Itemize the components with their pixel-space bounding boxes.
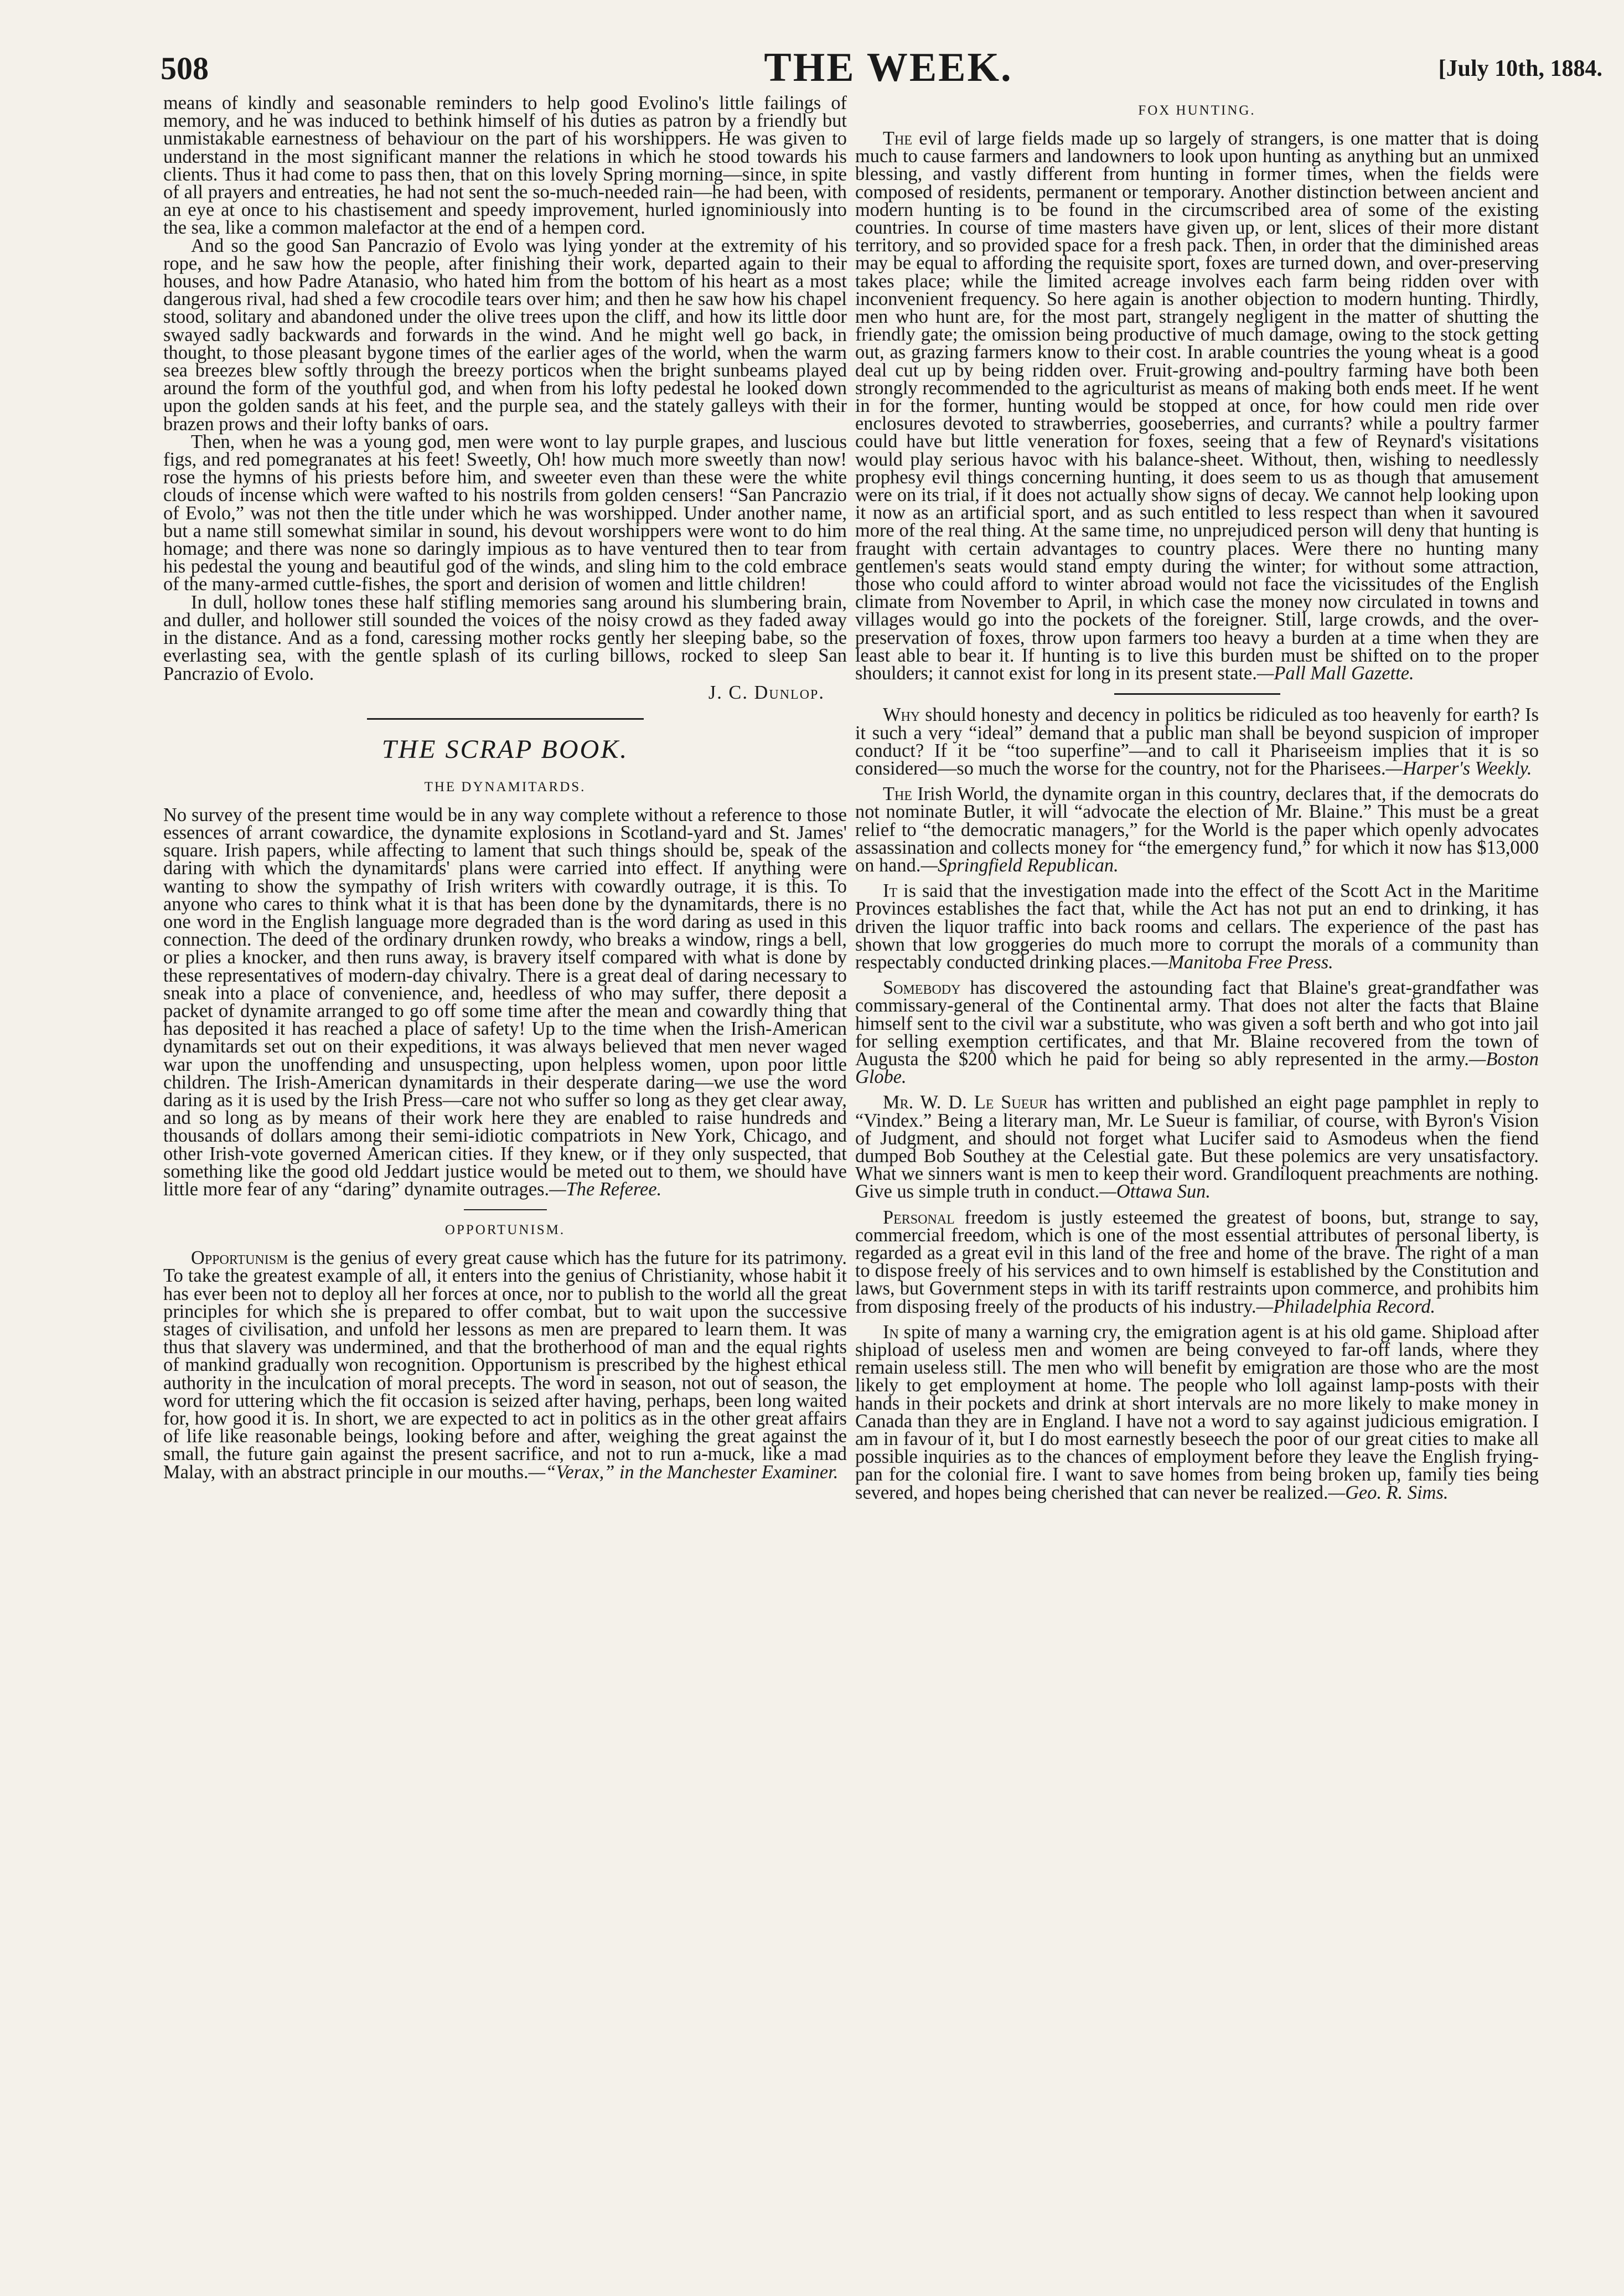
story-paragraph: And so the good San Pancrazio of Evolo was lying yonder at the extremity of his rope, and he saw how the people, after finishing their work, departed again to their houses, and how Padre Atanasio, who hated him from the bottom of his heart as a most dangerous rival, had shed a few crocodile tears over him; and then he saw how his chapel stood, solitary and abandoned under the olive trees upon the cliff, and how its little door swayed sadly backwards and forwards in the wind. And he might well go back, in thought, to those pleasant bygone times of the earlier ages of the world, when the warm sea breezes blew softly through the breezy porticos when the bright sunbeams played around the form of the youthful god, and when from his lofty pedestal he looked down upon the golden sands at his feet, and the purple sea, and the stately galleys with their brazen prows and their lofty banks of oars.	[163, 235, 847, 435]
item-body: should honesty and decency in politics be ridiculed as too heavenly for earth? Is it such a very “ideal” demand that a public man shall be beyond suspicion of improper conduct? If it be “too superfine”—and to call it Phariseeism implies that it is so considered—so much the worse for the country, not for the Pharisees.	[855, 704, 1539, 779]
issue-date: [July 10th, 1884.	[1438, 56, 1602, 81]
scrap-item	[855, 882, 1539, 971]
item-body: is said that the investigation made into the effect of the Scott Act in the Maritime Provinces establishes the fact that, while the Act has not put an end to drinking, it has driven the liquor traffic into back rooms and cellars. The experience of the past has shown that low groggeries do much more to corrupt the morals of a community than respectably conducted drinking places.	[855, 880, 1539, 973]
story-paragraph: In dull, hollow tones these half stifling memories sang around his slumbering brain, and duller, and hollower still sounded the voices of the noisy crowd as they faded away in the distance. And as a fond, caressing mother rocks gently her sleeping babe, so the everlasting sea, with the gentle splash of its curling billows, rocked to sleep San Pancrazio of Evolo.	[163, 591, 847, 684]
article-source: —“Verax,” in the Manchester Examiner.	[528, 1461, 839, 1483]
scrap-book-title: THE SCRAP BOOK.	[381, 734, 629, 764]
page-number: 508	[161, 50, 209, 86]
article-source: —Pall Mall Gazette.	[1256, 663, 1414, 684]
item-body: has discovered the astounding fact that Blaine's great-grandfather was commissary-general of the Continental army. That does not alter the facts that Blaine himself sent to the civil war a substitute, who was given a soft berth and who got into jail for selling exemption certificates, and that Mr. Blaine recovered from the town of Augusta the $200 which he paid for being so ably represented in the army.	[855, 977, 1539, 1070]
item-lead: Somebody	[883, 977, 961, 999]
item-lead: Personal	[883, 1206, 955, 1228]
item-lead: The	[883, 783, 912, 805]
item-body: spite of many a warning cry, the emigration agent is at his old game. Shipload after shipload of useless men and women are being conveyed to far-off lands, where they remain useless still. The men who will benefit by emigration are those who are the most likely to get employment at home. The people who loll against lamp-posts with their hands in their pockets and drink at short intervals are no more likely to make money in Canada than they are in England. I have not a word to say against judicious emigration. I am in favour of it, but I do most earnestly beseech the poor of our great cities to make all possible inquiries as to the chances of employment before they leave the English frying-pan for the colonial fire. I want to save homes from being broken up, family ties being severed, and hopes being cherished that can never be realized.	[855, 1321, 1539, 1503]
scrap-item	[855, 706, 1539, 777]
page-header	[161, 39, 1616, 94]
article-lead: The	[883, 128, 912, 149]
item-lead: It	[883, 880, 898, 902]
item-divider	[464, 1209, 547, 1210]
item-source: —Manitoba Free Press.	[1151, 951, 1333, 973]
item-body: freedom is justly esteemed the greatest of boons, but, strange to say, commercial freedom, which is one of the most essential attributes of personal liberty, is regarded as a great evil in this land of the free and home of the brave. The right of a man to dispose freely of his services and to own himself is established by the Constitution and laws, but Government steps in with its tariff restraints upon commerce, and prohibits him from disposing freely of the products of his industry.	[855, 1206, 1539, 1317]
article-source: —The Referee.	[549, 1178, 662, 1200]
dynamitards-heading: THE DYNAMITARDS.	[424, 779, 586, 794]
scrap-item	[855, 1323, 1539, 1502]
item-body: has written and published an eight page pamphlet in reply to “Vindex.” Being a literary man, Mr. Le Sueur is familiar, of course, with Byron's Vision of Judgment, and should not forget what Lucifer said to Asmodeus when the fiend dumped Bob Southey at the Celestial gate. But these polemics are very unsatisfactory. What we sinners want is men to keep their word. Grandiloquent preachments are nothing. Give us simple truth in conduct.	[855, 1092, 1539, 1203]
story-signature: J. C. Dunlop.	[708, 682, 825, 703]
dynamitards-article	[163, 806, 847, 1198]
left-column	[163, 94, 847, 1481]
section-divider	[367, 718, 644, 720]
right-column	[855, 94, 1539, 1509]
article-lead: Opportunism	[191, 1247, 288, 1269]
fox-hunting-heading: FOX HUNTING.	[1138, 103, 1256, 118]
fox-hunting-article	[855, 130, 1539, 682]
scrap-item	[855, 1206, 1539, 1317]
item-source: —Geo. R. Sims.	[1328, 1482, 1449, 1503]
article-body: No survey of the present time would be in any way complete without a reference to those essences of arrant cowardice, the dynamite explosions in Scotland-yard and St. James' square. Irish papers, while affecting to lament that such things should be, speak of the daring with which the dynamitards' plans were carried into effect. If anything were wanting to show the sympathy of Irish writers with cowardly outrage, it is this. To anyone who cares to think what it is that has been done by the dynamitards, there is no one word in the English language more degraded than is the word daring as used in this connection. The deed of the ordinary drunken rowdy, who breaks a window, rings a bell, or plies a knocker, and then runs away, is bravery itself compared with what is done by these representatives of modern-day chivalry. There is a great deal of daring necessary to sneak into a place of convenience, and, heedless of who may suffer, there deposit a packet of dynamite arranged to go off some time after the mean and cowardly thing that has deposited it has reached a place of safety! Up to the time when the Irish-American dynamitards set out on their expeditions, it was always believed that men never waged war upon the unoffending and unsuspecting, upon helpless women, upon poor little children. The Irish-American dynamitards in their desperate daring—we use the word daring as it is used by the Irish Press—care not who suffer so long as they get clear away, and so long as by means of their work here they are enabled to raise hundreds and thousands of dollars among their semi-idiotic compatriots in New York, Chicago, and other Irish-vote governed American cities. If they knew, or if they only suspected, that something like the good old Jeddart justice would be meted out to them, we should have little more fear of any “daring” dynamite outrages.	[163, 804, 847, 1200]
item-source: —Ottawa Sun.	[1099, 1181, 1211, 1203]
scrap-item	[855, 1092, 1539, 1203]
masthead: THE WEEK.	[764, 45, 1013, 90]
opportunism-heading: OPPORTUNISM.	[444, 1222, 566, 1238]
item-lead: Why	[883, 704, 920, 726]
article-body: is the genius of every great cause which has the future for its patrimony. To take the greatest example of all, it enters into the genius of Christianity, whose habit it has ever been not to deploy all her forces at once, nor to publish to the world all the great principles for which she is prepared to offer combat, but to wait upon the successive stages of civilisation, and unfold her lessons as men are prepared to learn them. It was thus that slavery was undermined, and that the brotherhood of man and the equal rights of mankind gradually won recognition. Opportunism is prescribed by the highest ethical authority in the inculcation of moral precepts. The word in season, not out of season, the word for uttering which the fit occasion is seized after having, perhaps, been long waited for, how good it is. In short, we are expected to act in politics as in the other great affairs of life like reasonable beings, looking before and after, weighing the great against the small, the future gain against the present sacrifice, and not to run a-muck, like a mad Malay, with an abstract principle in our mouths.	[163, 1247, 847, 1483]
article-body: evil of large fields made up so largely of strangers, is one matter that is doing much to cause farmers and landowners to look upon hunting as anything but an unmixed blessing, and vastly different from hunting in former times, when the fields were composed of residents, permanent or temporary. Another distinction between ancient and modern hunting is to be found in the circumscribed area of some of the existing countries. In course of time masters have given up, or lent, slices of their more distant territory, and so provided space for a fresh pack. Then, in order that the diminished areas may be equal to affording the requisite sport, foxes are turned down, and over-preserving takes place; while the limited acreage involves each farm being ridden over with inconvenient frequency. So here again is another objection to modern hunting. Thirdly, men who hunt are, for the most part, strangely negligent in the matter of shutting the friendly gate; the omission being productive of much damage, owing to the stock getting out, as grazing farmers know to their cost. In arable countries the young wheat is a good deal cut up by being ridden over. Fruit-growing and-poultry farming have both been strongly recommended to the agriculturist as means of making both ends meet. If he went in for the former, hunting would be stopped at once, for how could men ride over enclosures devoted to strawberries, gooseberries, and currants? while a poultry farmer could have but little veneration for foxes, seeing that a few of Reynard's visitations would play serious havoc with his balance-sheet. Without, then, wishing to needlessly prophesy evil things concerning hunting, it does seem to us as though that amusement were on its trial, if it does not actually show signs of decay. We cannot help looking upon it now as an artificial sport, and as such entitled to less respect than when it savoured more of the real thing. At the same time, no unprejudiced person will deny that hunting is fraught with certain advantages to country places. Were there no hunting many gentlemen's seats would stand empty during the winter; for without some attraction, those who could afford to winter abroad would not face the vicissitudes of the English climate from November to April, in which case the money now circulated in towns and villages would go into the pockets of the foreigner. Still, large crowds, and the over-preservation of foxes, throw upon farmers too heavy a burden at a time when they are least able to bear it. If hunting is to live this burden must be shifted on to the proper shoulders; it cannot exist for long in its present state.	[855, 128, 1539, 684]
item-lead: In	[883, 1321, 899, 1343]
opportunism-article	[163, 1249, 847, 1481]
story-paragraph: means of kindly and seasonable reminders to help good Evolino's little failings of memory, and he was induced to bethink himself of his duties as patron by a friendly but unmistakable earnestness of behaviour on the part of his worshippers. He was given to understand in the most significant manner the relations in which he stood towards his clients. Thus it had come to pass then, that on this lovely Spring morning—since, in spite of all prayers and entreaties, he had not sent the so-much-needed rain—he had been, with an eye at once to his chastisement and speedy improvement, hurled ignominiously into the sea, like a common malefactor at the end of a hempen cord.	[163, 92, 847, 239]
story-paragraph: Then, when he was a young god, men were wont to lay purple grapes, and luscious figs, and red pomegranates at his feet! Sweetly, Oh! how much more sweetly than now! rose the hymns of his priests before him, and sweeter even than these were the white clouds of incense which were wafted to his nostrils from golden censers! “San Pancrazio of Evolo,” was not then the title under which he was worshipped. Under another name, but a name still somewhat similar in sound, his devout worshippers were wont to do him homage; and there was none so daringly impious as to have ventured then to tear from his pedestal the young and beautiful god of the winds, and sling him to the cold embrace of the many-armed cuttle-fishes, the sport and derision of women and little children!	[163, 431, 847, 595]
item-source: —Boston Globe.	[855, 1048, 1539, 1088]
section-divider	[1114, 693, 1280, 695]
scrap-item	[855, 979, 1539, 1086]
scrap-item	[855, 785, 1539, 874]
item-source: —Springfield Republican.	[920, 854, 1119, 876]
item-source: —Philadelphia Record.	[1256, 1296, 1436, 1317]
item-lead: Mr. W. D. Le Sueur	[883, 1092, 1048, 1113]
item-source: —Harper's Weekly.	[1385, 757, 1532, 779]
item-body: Irish World, the dynamite organ in this country, declares that, if the democrats do not nominate Butler, it will “advocate the election of Mr. Blaine.” This must be a great relief to “the democratic managers,” for the World is the paper which openly advocates assassination and collects money for “the emergency fund,” for which it now has $13,000 on hand.	[855, 783, 1539, 876]
